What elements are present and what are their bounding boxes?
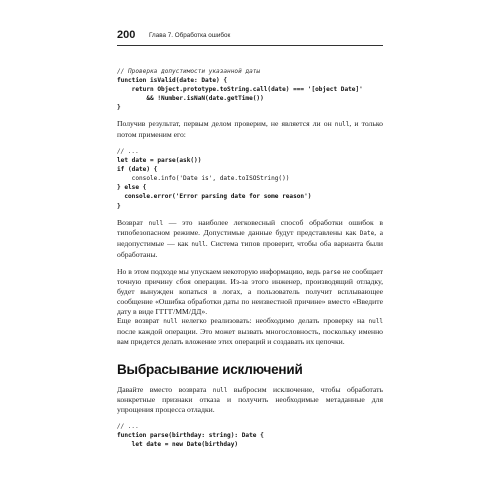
- text-run: Давайте вместо возврата: [117, 384, 213, 394]
- code-block-parse-definition: [117, 422, 383, 449]
- running-title: Глава 7. Обработка ошибок: [149, 32, 231, 39]
- text-run: Получив результат, первым делом проверим, не является ли он: [117, 119, 335, 129]
- code-comment: // ...: [117, 147, 140, 155]
- paragraph: [117, 385, 383, 415]
- text-run: — это наиболее легковесный способ обработки ошибок в типобезопасном режиме. Допустимые данные будут представлены как: [117, 217, 384, 238]
- code-block-parse-usage: [117, 147, 383, 211]
- code-line: if (date) {: [117, 166, 158, 174]
- paragraph: [117, 316, 383, 346]
- code-line: && !Number.isNaN(date.getTime()): [117, 95, 264, 103]
- text-run: , и только потом применим его:: [117, 119, 383, 140]
- text-run: не сообщает точную причину сбоя операции. Из-за этого инженер, производящий отладку, будет вынужден копаться в логах, а пользователь получит всплывающее сообщение «Ошибка обработки даты по неизвестной причине» вместо «Введите дату в виде ГГГГ/ММ/ДД».: [117, 266, 383, 316]
- inline-code: null: [191, 241, 206, 249]
- code-line: }: [117, 104, 121, 112]
- inline-code: parse: [322, 268, 341, 276]
- text-run: Возврат: [117, 217, 149, 227]
- code-line: console.error('Error parsing date for some reason'): [117, 193, 312, 201]
- inline-code: null: [163, 318, 178, 326]
- page-header: [117, 29, 383, 46]
- code-line: return Object.prototype.toString.call(date) === '[object Date]': [117, 86, 363, 94]
- text-run: , а недопустимые — как: [117, 228, 383, 249]
- page-content: [117, 67, 383, 449]
- inline-code: null: [368, 318, 383, 326]
- text-run: Но в этом подходе мы упускаем некоторую информацию, ведь: [117, 266, 323, 276]
- text-run: . Система типов проверит, чтобы оба варианта были обработаны.: [117, 239, 383, 259]
- text-run: нелегко реализовать: необходимо делать проверку на: [177, 316, 369, 326]
- code-line: function isValid(date: Date) {: [117, 77, 228, 85]
- inline-code: null: [148, 219, 164, 227]
- text-run: Еще возврат: [117, 316, 164, 326]
- text-run: выбросим исключение, чтобы обработать конкретные признаки отказа и получить необходимые метаданные для упрощения процесса отладки.: [117, 384, 383, 415]
- section-heading: Выбрасывание исключений: [117, 361, 303, 377]
- code-line: } else {: [117, 184, 147, 192]
- text-run: после каждой операции. Это может вызвать многословность, поскольку именно вам придется делать вложение этих операций и создавать их цепочки.: [117, 327, 383, 346]
- page-number: 200: [117, 29, 136, 41]
- paragraph: [117, 119, 383, 140]
- code-line: function parse(birthday: string): Date {: [117, 431, 264, 439]
- paragraph: [117, 218, 383, 260]
- inline-code: Date: [359, 230, 375, 238]
- code-line: let date = parse(ask()): [117, 157, 202, 165]
- code-line: console.info('Date is', date.toISOString()): [117, 175, 290, 183]
- code-comment: // Проверка допустимости указанной даты: [117, 68, 261, 75]
- code-block-isvalid: [117, 67, 383, 112]
- paragraph: [117, 267, 383, 317]
- code-comment: // ...: [117, 422, 140, 430]
- code-line: }: [117, 202, 121, 210]
- inline-code: null: [212, 386, 228, 394]
- code-line: let date = new Date(birthday): [117, 441, 239, 449]
- inline-code: null: [334, 121, 350, 129]
